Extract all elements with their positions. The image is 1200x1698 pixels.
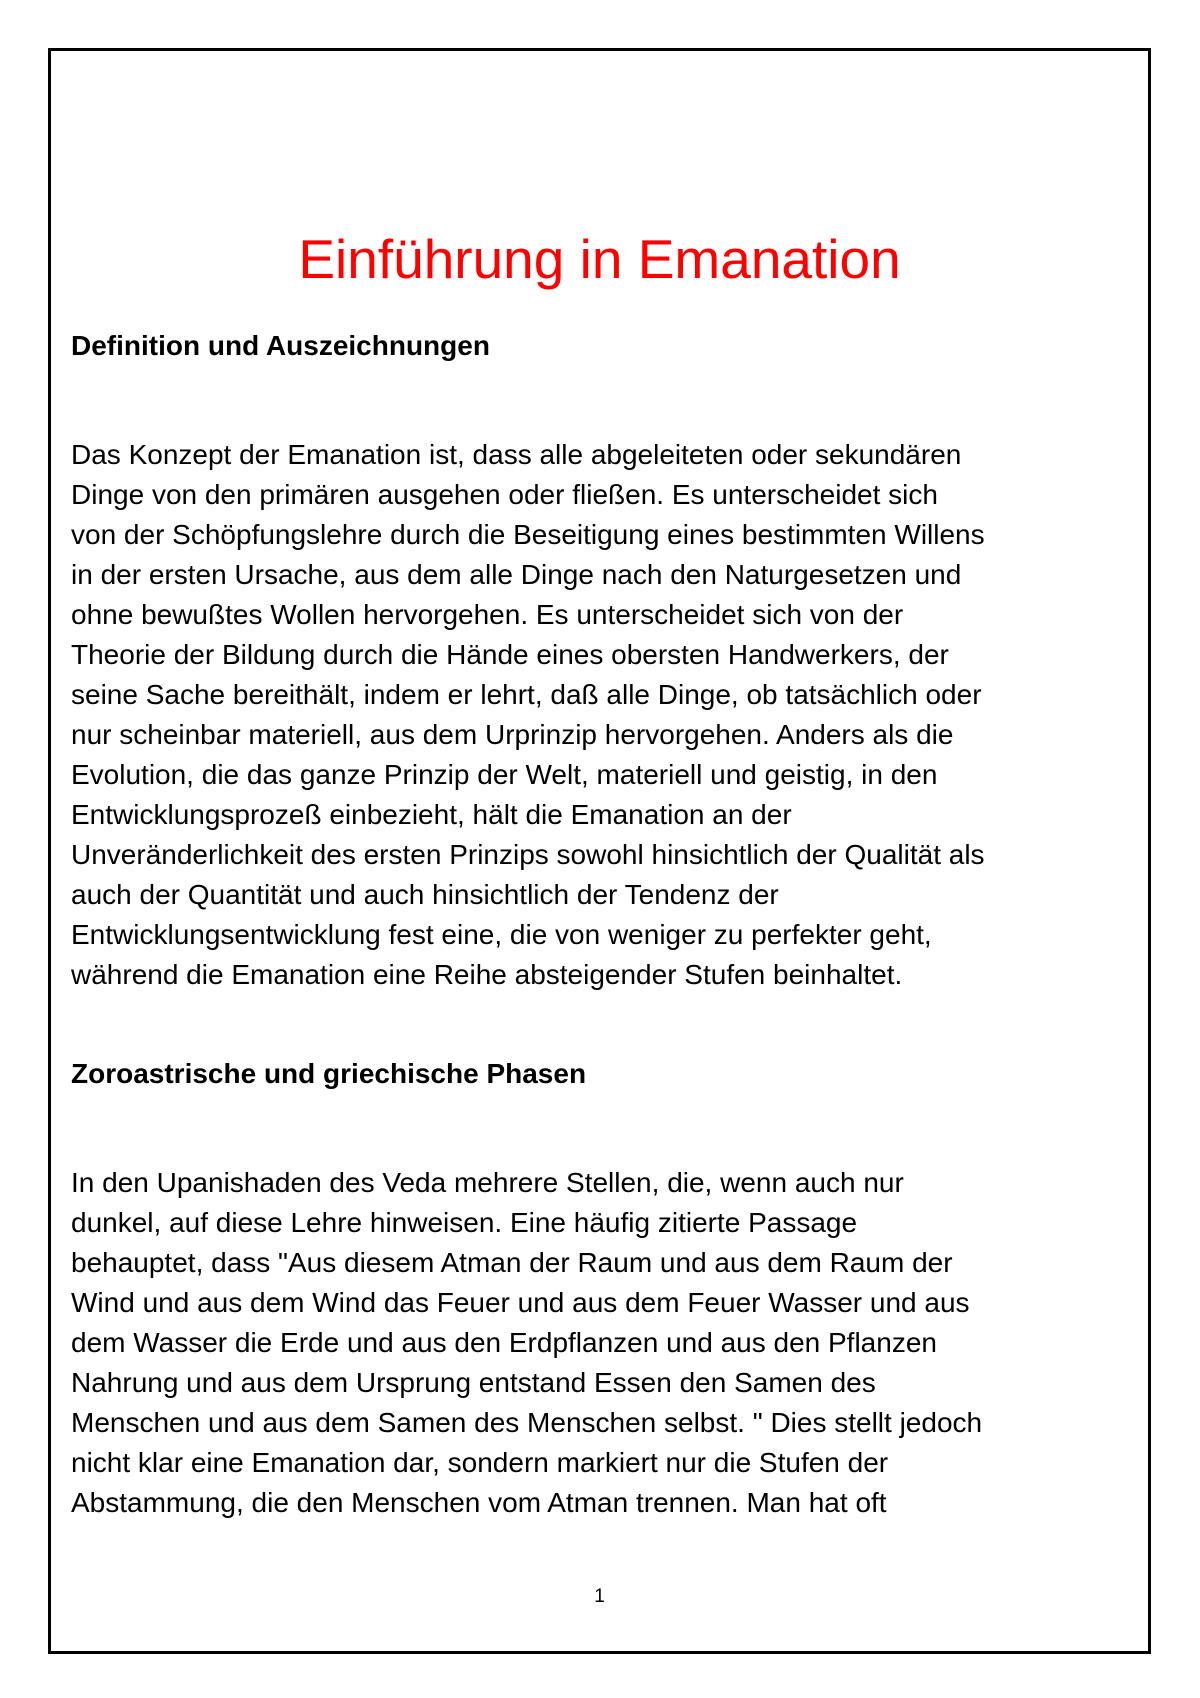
section-heading-phases: Zoroastrische und griechische Phasen [71, 1058, 587, 1089]
paragraph-line: dem Wasser die Erde und aus den Erdpflanzen und aus den Pflanzen [71, 1327, 937, 1358]
paragraph-line: auch der Quantität und auch hinsichtlich der Tendenz der [71, 879, 779, 910]
document-title: Einführung in Emanation [298, 228, 901, 290]
paragraph-line: von der Schöpfungslehre durch die Beseitigung eines bestimmten Willens [71, 519, 985, 550]
paragraph-line: In den Upanishaden des Veda mehrere Stellen, die, wenn auch nur [71, 1167, 904, 1198]
paragraph-line: Evolution, die das ganze Prinzip der Welt, materiell und geistig, in den [71, 759, 938, 790]
page-frame [48, 48, 1151, 1654]
paragraph-line: Nahrung und aus dem Ursprung entstand Essen den Samen des [71, 1367, 876, 1398]
paragraph-line: Menschen und aus dem Samen des Menschen selbst. " Dies stellt jedoch [71, 1407, 983, 1438]
paragraph-line: während die Emanation eine Reihe absteigender Stufen beinhaltet. [71, 959, 903, 990]
paragraph-line: Entwicklungsprozeß einbezieht, hält die Emanation an der [71, 799, 792, 830]
paragraph-line: in der ersten Ursache, aus dem alle Dinge nach den Naturgesetzen und [71, 559, 962, 590]
paragraph-line: Theorie der Bildung durch die Hände eines obersten Handwerkers, der [71, 639, 949, 670]
paragraph-line: Abstammung, die den Menschen vom Atman trennen. Man hat oft [71, 1487, 887, 1518]
paragraph-line: behauptet, dass "Aus diesem Atman der Raum und aus dem Raum der [71, 1247, 953, 1278]
paragraph-line: dunkel, auf diese Lehre hinweisen. Eine häufig zitierte Passage [71, 1207, 858, 1238]
paragraph-line: seine Sache bereithält, indem er lehrt, daß alle Dinge, ob tatsächlich oder [71, 679, 982, 710]
paragraph-line: Dinge von den primären ausgehen oder fließen. Es unterscheidet sich [71, 479, 938, 510]
paragraph-line: Wind und aus dem Wind das Feuer und aus dem Feuer Wasser und aus [71, 1287, 970, 1318]
paragraph-line: ohne bewußtes Wollen hervorgehen. Es unterscheidet sich von der [71, 599, 904, 630]
section-paragraph-definition [71, 435, 1131, 995]
section-heading-definition: Definition und Auszeichnungen [71, 330, 490, 361]
page-number: 1 [594, 1586, 605, 1607]
paragraph-line: Unveränderlichkeit des ersten Prinzips sowohl hinsichtlich der Qualität als [71, 839, 985, 870]
paragraph-line: nur scheinbar materiell, aus dem Urprinzip hervorgehen. Anders als die [71, 719, 954, 750]
paragraph-line: nicht klar eine Emanation dar, sondern markiert nur die Stufen der [71, 1447, 889, 1478]
section-paragraph-phases [71, 1163, 1131, 1523]
paragraph-line: Entwicklungsentwicklung fest eine, die von weniger zu perfekter geht, [71, 919, 932, 950]
paragraph-line: Das Konzept der Emanation ist, dass alle abgeleiteten oder sekundären [71, 439, 962, 470]
